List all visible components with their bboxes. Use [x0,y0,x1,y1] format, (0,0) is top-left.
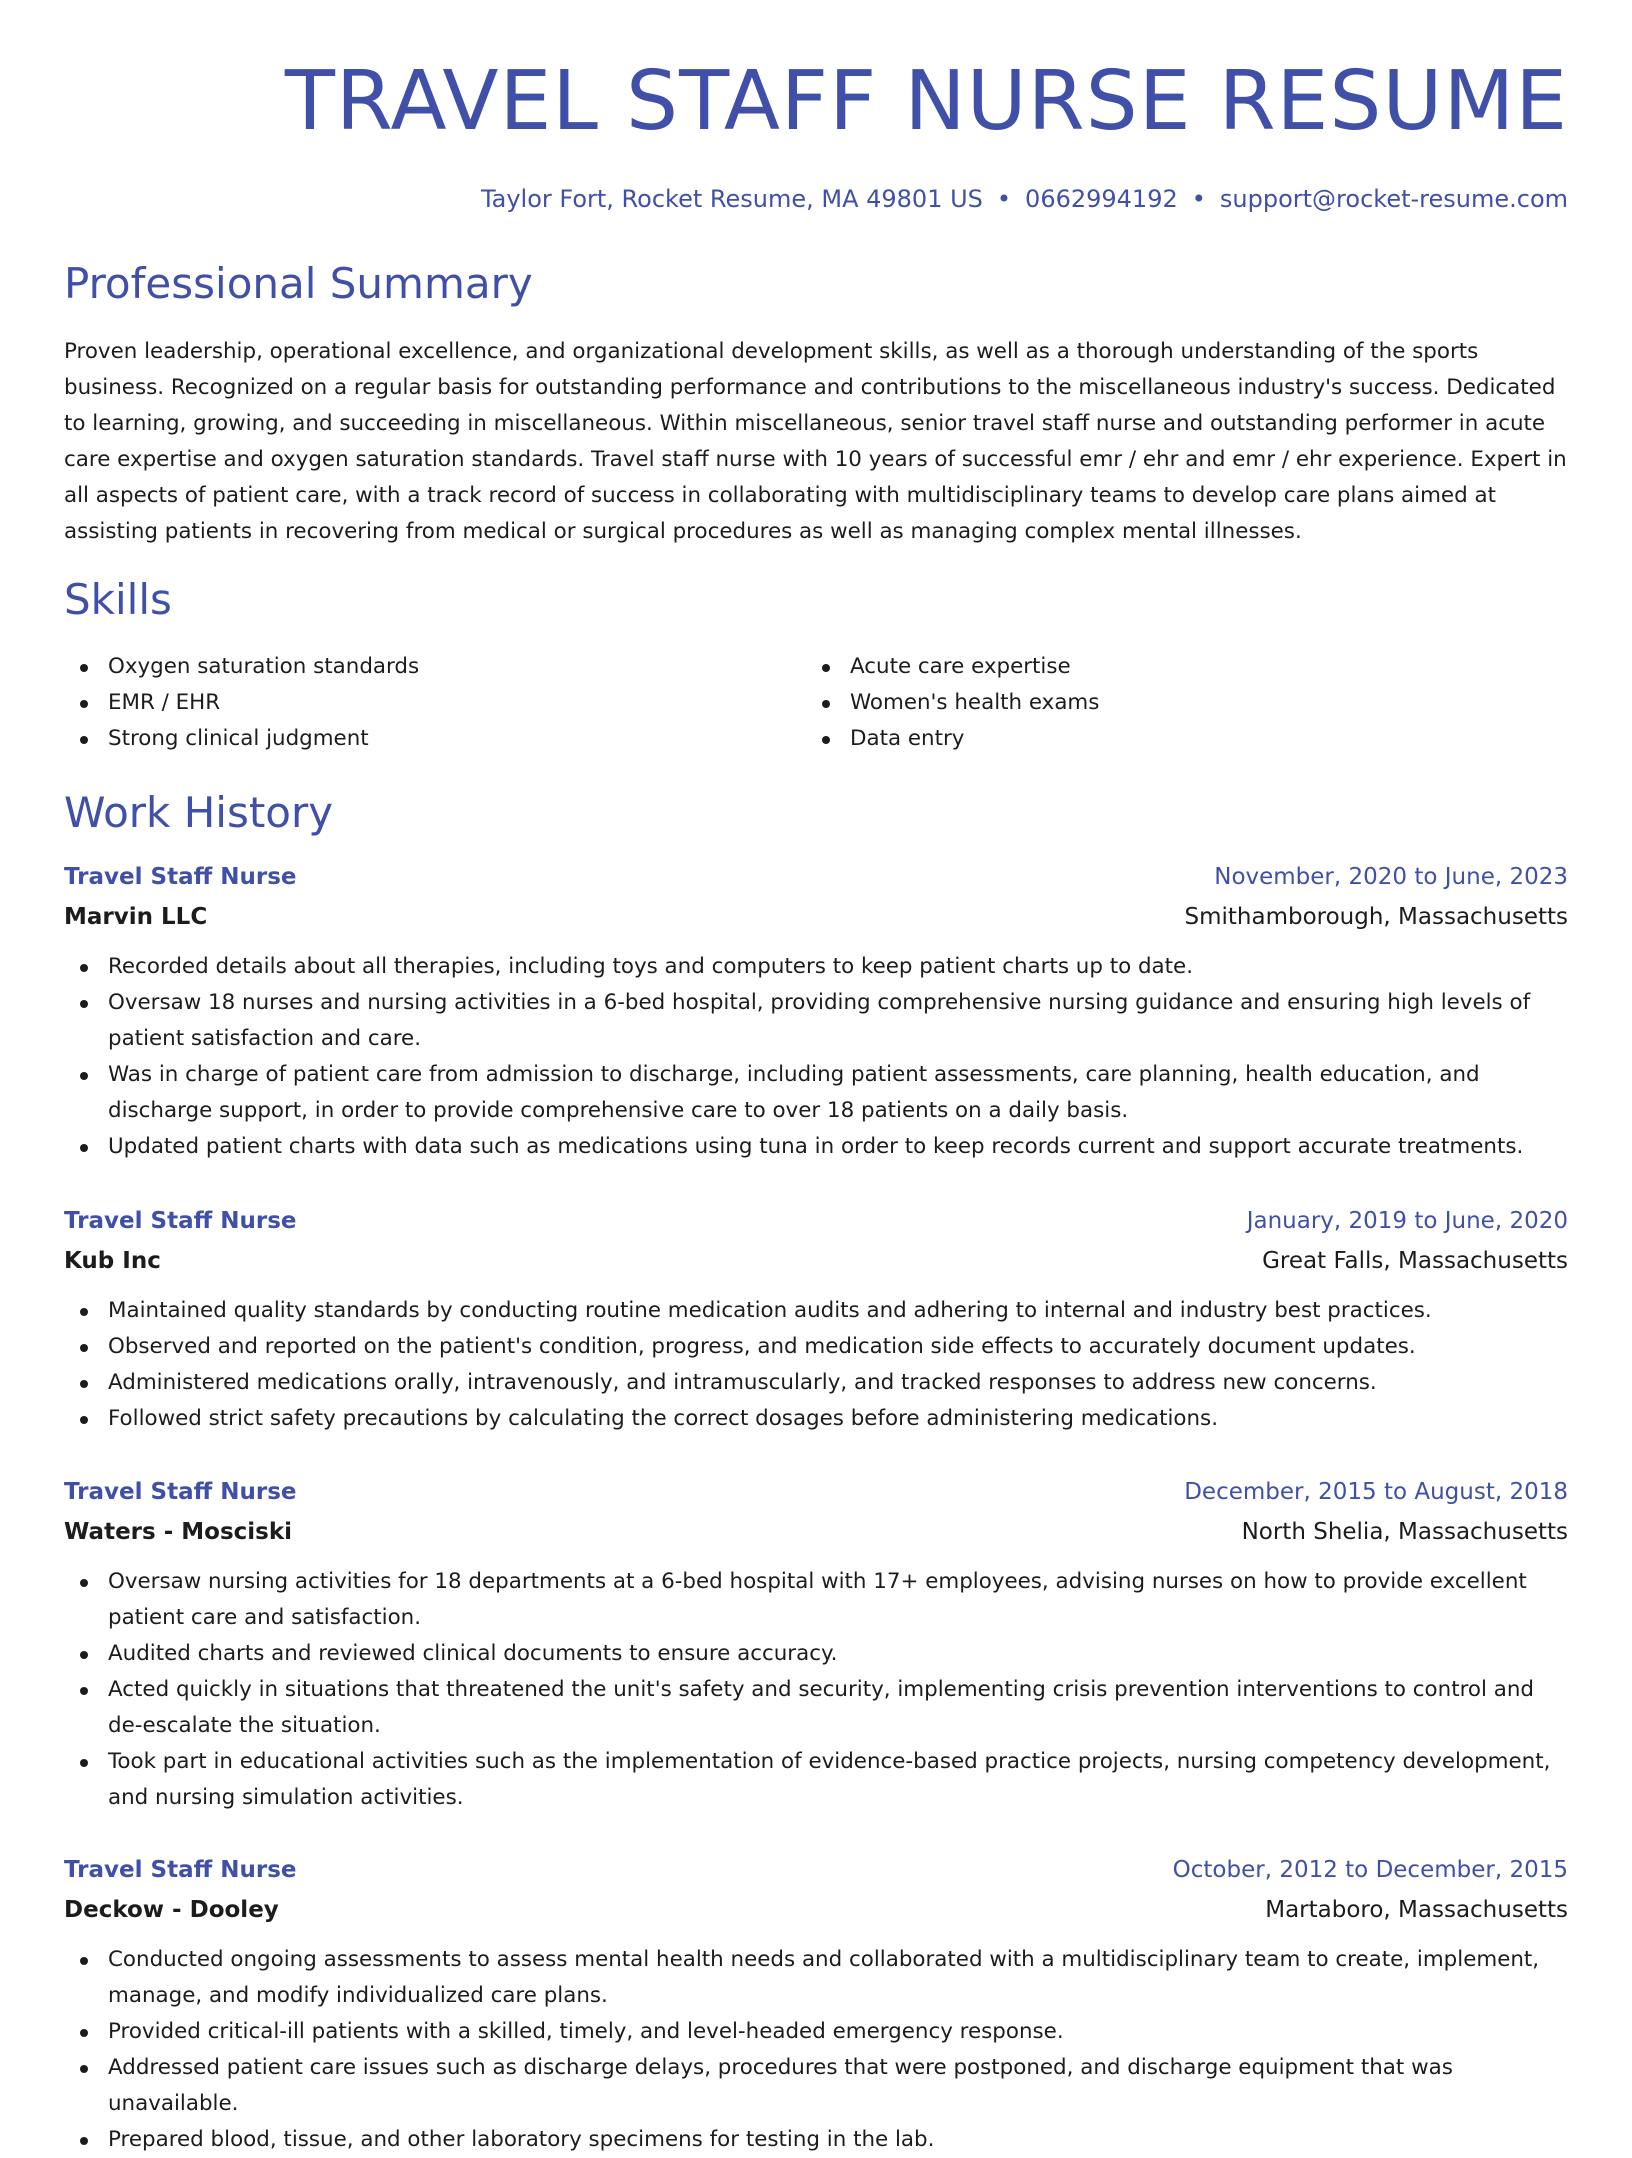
job-bullet: Was in charge of patient care from admission to discharge, including patient assessments, care planning, health education, and discharge support, in order to provide comprehensive care to over 18 patients on a daily basis. [64,1057,1568,1129]
job-entry [64,1201,1568,1437]
job-company: Kub Inc [64,1248,161,1274]
skill-item: EMR / EHR [64,685,806,721]
skill-item: Data entry [806,721,1548,757]
job-company: Waters - Mosciski [64,1519,293,1545]
work-history-heading: Work History [64,788,334,837]
skill-item: Oxygen saturation standards [64,649,806,685]
skill-item: Strong clinical judgment [64,721,806,757]
contact-phone: 0662994192 [1025,185,1178,213]
contact-address: Taylor Fort, Rocket Resume, MA 49801 US [480,185,983,213]
job-bullet: Took part in educational activities such as the implementation of evidence-based practice projects, nursing competency development, and nursing simulation activities. [64,1744,1568,1816]
skills-column-left [64,649,806,757]
job-bullet: Acted quickly in situations that threatened the unit's safety and security, implementing crisis prevention interventions to control and de-escalate the situation. [64,1672,1568,1744]
job-title: Travel Staff Nurse [64,1479,297,1505]
skills-heading: Skills [64,575,172,624]
job-location: Smithamborough, Massachusetts [1184,904,1568,930]
job-bullet: Conducted ongoing assessments to assess mental health needs and collaborated with a multidisciplinary team to create, implement, manage, and modify individualized care plans. [64,1942,1568,2014]
job-dates: November, 2020 to June, 2023 [1214,864,1568,890]
job-bullet: Administered medications orally, intravenously, and intramuscularly, and tracked responses to address new concerns. [64,1365,1568,1401]
job-location: North Shelia, Massachusetts [1241,1519,1568,1545]
job-entry [64,1472,1568,1816]
skill-item: Acute care expertise [806,649,1548,685]
job-dates: October, 2012 to December, 2015 [1172,1857,1568,1883]
skills-column-right [806,649,1548,757]
job-location: Martaboro, Massachusetts [1265,1897,1568,1923]
job-title: Travel Staff Nurse [64,1208,297,1234]
job-bullets [64,1293,1568,1437]
job-bullet: Observed and reported on the patient's condition, progress, and medication side effects to accurately document updates. [64,1329,1568,1365]
job-bullets [64,1564,1568,1816]
skill-item: Women's health exams [806,685,1548,721]
job-title: Travel Staff Nurse [64,864,297,890]
job-location: Great Falls, Massachusetts [1262,1248,1568,1274]
job-company: Deckow - Dooley [64,1897,279,1923]
job-entry [64,857,1568,1165]
job-bullet: Oversaw nursing activities for 18 departments at a 6-bed hospital with 17+ employees, advising nurses on how to provide excellent patient care and satisfaction. [64,1564,1568,1636]
job-bullet: Updated patient charts with data such as medications using tuna in order to keep records current and support accurate treatments. [64,1129,1568,1165]
job-bullet: Audited charts and reviewed clinical documents to ensure accuracy. [64,1636,1568,1672]
summary-heading: Professional Summary [64,259,533,308]
resume-title: TRAVEL STAFF NURSE RESUME [284,54,1568,149]
summary-text: Proven leadership, operational excellence, and organizational development skills, as well as a thorough understanding of the sports business. Recognized on a regular basis for outstanding performance and contributions to the miscellaneous industry's success. Dedicated to learning, growing, and succeeding in miscellaneous. Within miscellaneous, senior travel staff nurse and outstanding performer in acute care expertise and oxygen saturation standards. Travel staff nurse with 10 years of successful emr / ehr and emr / ehr experience. Expert in all aspects of patient care, with a track record of success in collaborating with multidisciplinary teams to develop care plans aimed at assisting patients in recovering from medical or surgical procedures as well as managing complex mental illnesses. [64,339,1567,544]
job-bullet: Recorded details about all therapies, including toys and computers to keep patient charts up to date. [64,949,1568,985]
job-company: Marvin LLC [64,904,208,930]
job-bullets [64,1942,1568,2158]
job-bullet: Prepared blood, tissue, and other laboratory specimens for testing in the lab. [64,2122,1568,2158]
contact-line [481,182,1568,216]
skills-list [64,649,1568,757]
job-bullet: Maintained quality standards by conducting routine medication audits and adhering to internal and industry best practices. [64,1293,1568,1329]
job-bullet: Followed strict safety precautions by calculating the correct dosages before administering medications. [64,1401,1568,1437]
contact-separator: • [1191,185,1206,213]
job-title: Travel Staff Nurse [64,1857,297,1883]
job-dates: December, 2015 to August, 2018 [1184,1479,1568,1505]
job-bullet: Addressed patient care issues such as discharge delays, procedures that were postponed, and discharge equipment that was unavailable. [64,2050,1568,2122]
contact-email: support@rocket-resume.com [1219,185,1568,213]
resume-page [64,0,1568,2152]
job-dates: January, 2019 to June, 2020 [1246,1208,1568,1234]
job-bullet: Provided critical-ill patients with a skilled, timely, and level-headed emergency response. [64,2014,1568,2050]
job-bullets [64,949,1568,1165]
contact-separator: • [996,185,1012,213]
job-bullet: Oversaw 18 nurses and nursing activities in a 6-bed hospital, providing comprehensive nursing guidance and ensuring high levels of patient satisfaction and care. [64,985,1568,1057]
